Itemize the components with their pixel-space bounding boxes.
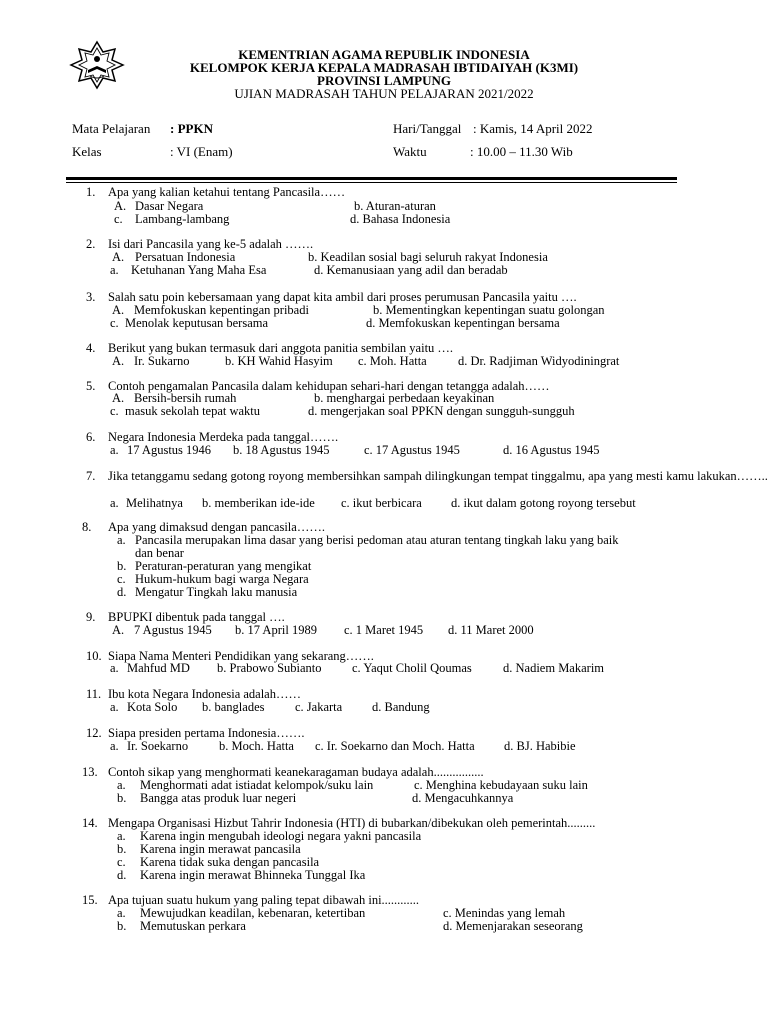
question-number: 15. xyxy=(82,893,98,907)
question-number: 7. xyxy=(86,469,96,483)
subject-label: Mata Pelajaran xyxy=(72,121,151,136)
option-text: Ketuhanan Yang Maha Esa xyxy=(131,263,267,277)
option-text: d. Nadiem Makarim xyxy=(503,661,605,675)
option-text: Memfokuskan kepentingan pribadi xyxy=(134,303,309,317)
option-text: Pancasila merupakan lima dasar yang berisi pedoman atau aturan tentang tingkah laku yang baik xyxy=(135,533,619,547)
question-text: Ibu kota Negara Indonesia adalah…… xyxy=(108,687,301,701)
option-letter: c. xyxy=(110,404,119,418)
question-number: 1. xyxy=(86,185,96,199)
option-text: Ir. Sukarno xyxy=(134,354,190,368)
option-text: Kota Solo xyxy=(127,700,178,714)
question-text: Siapa presiden pertama Indonesia……. xyxy=(108,726,305,740)
ministry-logo xyxy=(68,40,126,90)
option-letter: a. xyxy=(117,906,126,920)
option-letter: d. xyxy=(117,868,127,882)
option-letter: a. xyxy=(110,443,119,457)
question-text: Mengapa Organisasi Hizbut Tahrir Indonesia (HTI) di bubarkan/dibekukan oleh pemerintah......... xyxy=(108,816,596,830)
option-text: Mewujudkan keadilan, kebenaran, ketertiban xyxy=(140,906,366,920)
question-number: 3. xyxy=(86,290,96,304)
option-letter: A. xyxy=(112,391,125,405)
option-letter: A. xyxy=(112,303,125,317)
option-text: d. Bandung xyxy=(372,700,430,714)
option-text: c. ikut berbicara xyxy=(341,496,422,510)
option-text: c. Moh. Hatta xyxy=(358,354,427,368)
option-text: Menghormati adat istiadat kelompok/suku lain xyxy=(140,778,374,792)
question-text: Apa yang kalian ketahui tentang Pancasila…… xyxy=(108,185,346,199)
option-text: Memutuskan perkara xyxy=(140,919,246,933)
question-text: BPUPKI dibentuk pada tanggal …. xyxy=(108,610,285,624)
option-text: c. Jakarta xyxy=(295,700,343,714)
date-label: Hari/Tanggal xyxy=(393,121,462,136)
option-letter: A. xyxy=(112,623,125,637)
option-text: d. Memfokuskan kepentingan bersama xyxy=(366,316,560,330)
option-letter: c. xyxy=(117,572,126,586)
option-text: d. BJ. Habibie xyxy=(504,739,576,753)
option-text: Karena ingin mengubah ideologi negara yakni pancasila xyxy=(140,829,422,843)
option-text: c. 17 Agustus 1945 xyxy=(364,443,460,457)
option-text: Mengatur Tingkah laku manusia xyxy=(135,585,298,599)
option-text: Lambang-lambang xyxy=(135,212,230,226)
time-label: Waktu xyxy=(393,144,427,159)
option-text: c. Menghina kebudayaan suku lain xyxy=(414,778,588,792)
option-text: Melihatnya xyxy=(126,496,183,510)
option-letter: c. xyxy=(117,855,126,869)
option-text: d. Kemanusiaan yang adil dan beradab xyxy=(314,263,508,277)
option-text: b. Moch. Hatta xyxy=(219,739,294,753)
option-text: c. Yaqut Cholil Qoumas xyxy=(352,661,472,675)
question-text: Salah satu poin kebersamaan yang dapat kita ambil dari proses perumusan Pancasila yaitu …. xyxy=(108,290,577,304)
option-letter: a. xyxy=(117,533,126,547)
question-number: 5. xyxy=(86,379,96,393)
question-number: 4. xyxy=(86,341,96,355)
option-text: Dasar Negara xyxy=(135,199,204,213)
option-letter: a. xyxy=(110,700,119,714)
question-number: 14. xyxy=(82,816,98,830)
option-text: b. banglades xyxy=(202,700,265,714)
option-text: c. 1 Maret 1945 xyxy=(344,623,424,637)
question-number: 6. xyxy=(86,430,96,444)
question-text: Berikut yang bukan termasuk dari anggota panitia sembilan yaitu …. xyxy=(108,341,454,355)
option-text: Bersih-bersih rumah xyxy=(134,391,237,405)
question-text: Isi dari Pancasila yang ke-5 adalah ……. xyxy=(108,237,314,251)
option-letter: c. xyxy=(114,212,123,226)
option-letter: c. xyxy=(110,316,119,330)
option-text: b. KH Wahid Hasyim xyxy=(225,354,333,368)
option-letter: b. xyxy=(117,842,127,856)
option-text: d. Dr. Radjiman Widyodiningrat xyxy=(458,354,620,368)
question-text: Siapa Nama Menteri Pendidikan yang sekarang……. xyxy=(108,649,374,663)
option-letter: a. xyxy=(110,496,119,510)
option-text: Mahfud MD xyxy=(127,661,190,675)
option-text: 17 Agustus 1946 xyxy=(127,443,212,457)
option-text: d. mengerjakan soal PPKN dengan sungguh-sungguh xyxy=(308,404,575,418)
question-text: Contoh sikap yang menghormati keanekaragaman budaya adalah................ xyxy=(108,765,484,779)
option-text: c. Ir. Soekarno dan Moch. Hatta xyxy=(315,739,475,753)
class-label: Kelas xyxy=(72,144,102,159)
option-text: d. Bahasa Indonesia xyxy=(350,212,451,226)
option-letter: b. xyxy=(117,559,127,573)
header-divider-thin xyxy=(66,182,677,183)
question-number: 12. xyxy=(86,726,102,740)
option-text: masuk sekolah tepat waktu xyxy=(125,404,261,418)
question-text: Negara Indonesia Merdeka pada tanggal……. xyxy=(108,430,339,444)
question-text: Apa tujuan suatu hukum yang paling tepat dibawah ini............ xyxy=(108,893,420,907)
option-text: d. ikut dalam gotong royong tersebut xyxy=(451,496,636,510)
question-number: 8. xyxy=(82,520,92,534)
option-text-continued: dan benar xyxy=(135,546,184,560)
option-text: b. Keadilan sosial bagi seluruh rakyat Indonesia xyxy=(308,250,548,264)
header-ministry: KEMENTRIAN AGAMA REPUBLIK INDONESIA xyxy=(238,47,530,62)
option-text: b. 18 Agustus 1945 xyxy=(233,443,330,457)
question-number: 13. xyxy=(82,765,98,779)
option-text: b. Mementingkan kepentingan suatu golongan xyxy=(373,303,605,317)
header-province: PROVINSI LAMPUNG xyxy=(317,73,451,88)
option-text: b. Prabowo Subianto xyxy=(217,661,322,675)
option-text: Karena ingin merawat pancasila xyxy=(140,842,301,856)
option-text: Karena ingin merawat Bhinneka Tunggal Ika xyxy=(140,868,366,882)
option-text: Menolak keputusan bersama xyxy=(125,316,269,330)
option-letter: A. xyxy=(112,354,125,368)
document-header xyxy=(150,48,618,100)
option-text: b. menghargai perbedaan keyakinan xyxy=(314,391,495,405)
option-text: Hukum-hukum bagi warga Negara xyxy=(135,572,309,586)
question-text: Apa yang dimaksud dengan pancasila……. xyxy=(108,520,325,534)
option-text: Ir. Soekarno xyxy=(127,739,189,753)
option-text: Persatuan Indonesia xyxy=(135,250,236,264)
option-text: c. Menindas yang lemah xyxy=(443,906,566,920)
time-value: : 10.00 – 11.30 Wib xyxy=(470,144,573,159)
option-letter: A. xyxy=(112,250,125,264)
option-letter: a. xyxy=(117,829,126,843)
option-text: b. Aturan-aturan xyxy=(354,199,436,213)
option-letter: b. xyxy=(117,791,127,805)
option-text: d. Mengacuhkannya xyxy=(412,791,514,805)
header-divider-thick xyxy=(66,177,677,180)
option-text: Karena tidak suka dengan pancasila xyxy=(140,855,320,869)
option-text: Peraturan-peraturan yang mengikat xyxy=(135,559,312,573)
option-text: d. 16 Agustus 1945 xyxy=(503,443,600,457)
option-text: b. 17 April 1989 xyxy=(235,623,317,637)
question-text: Jika tetanggamu sedang gotong royong membersihkan sampah dilingkungan tempat tinggalmu, apa yang mesti kamu lakukan…….. xyxy=(108,469,768,483)
header-group: KELOMPOK KERJA KEPALA MADRASAH IBTIDAIYAH (K3MI) xyxy=(189,60,579,75)
option-text: 7 Agustus 1945 xyxy=(134,623,212,637)
header-exam: UJIAN MADRASAH TAHUN PELAJARAN 2021/2022 xyxy=(234,86,534,101)
question-text: Contoh pengamalan Pancasila dalam kehidupan sehari-hari dengan tetangga adalah…… xyxy=(108,379,550,393)
option-letter: A. xyxy=(114,199,127,213)
question-number: 11. xyxy=(86,687,102,701)
option-letter: a. xyxy=(110,661,119,675)
option-letter: a. xyxy=(117,778,126,792)
option-letter: a. xyxy=(110,263,119,277)
option-letter: d. xyxy=(117,585,127,599)
class-value: : VI (Enam) xyxy=(170,144,233,159)
question-number: 9. xyxy=(86,610,96,624)
option-text: b. memberikan ide-ide xyxy=(202,496,315,510)
option-letter: b. xyxy=(117,919,127,933)
option-text: d. 11 Maret 2000 xyxy=(448,623,534,637)
question-number: 2. xyxy=(86,237,96,251)
option-text: Bangga atas produk luar negeri xyxy=(140,791,297,805)
date-value: : Kamis, 14 April 2022 xyxy=(473,121,593,136)
option-letter: a. xyxy=(110,739,119,753)
option-text: d. Memenjarakan seseorang xyxy=(443,919,583,933)
subject-value: : PPKN xyxy=(170,121,213,136)
question-number: 10. xyxy=(86,649,102,663)
